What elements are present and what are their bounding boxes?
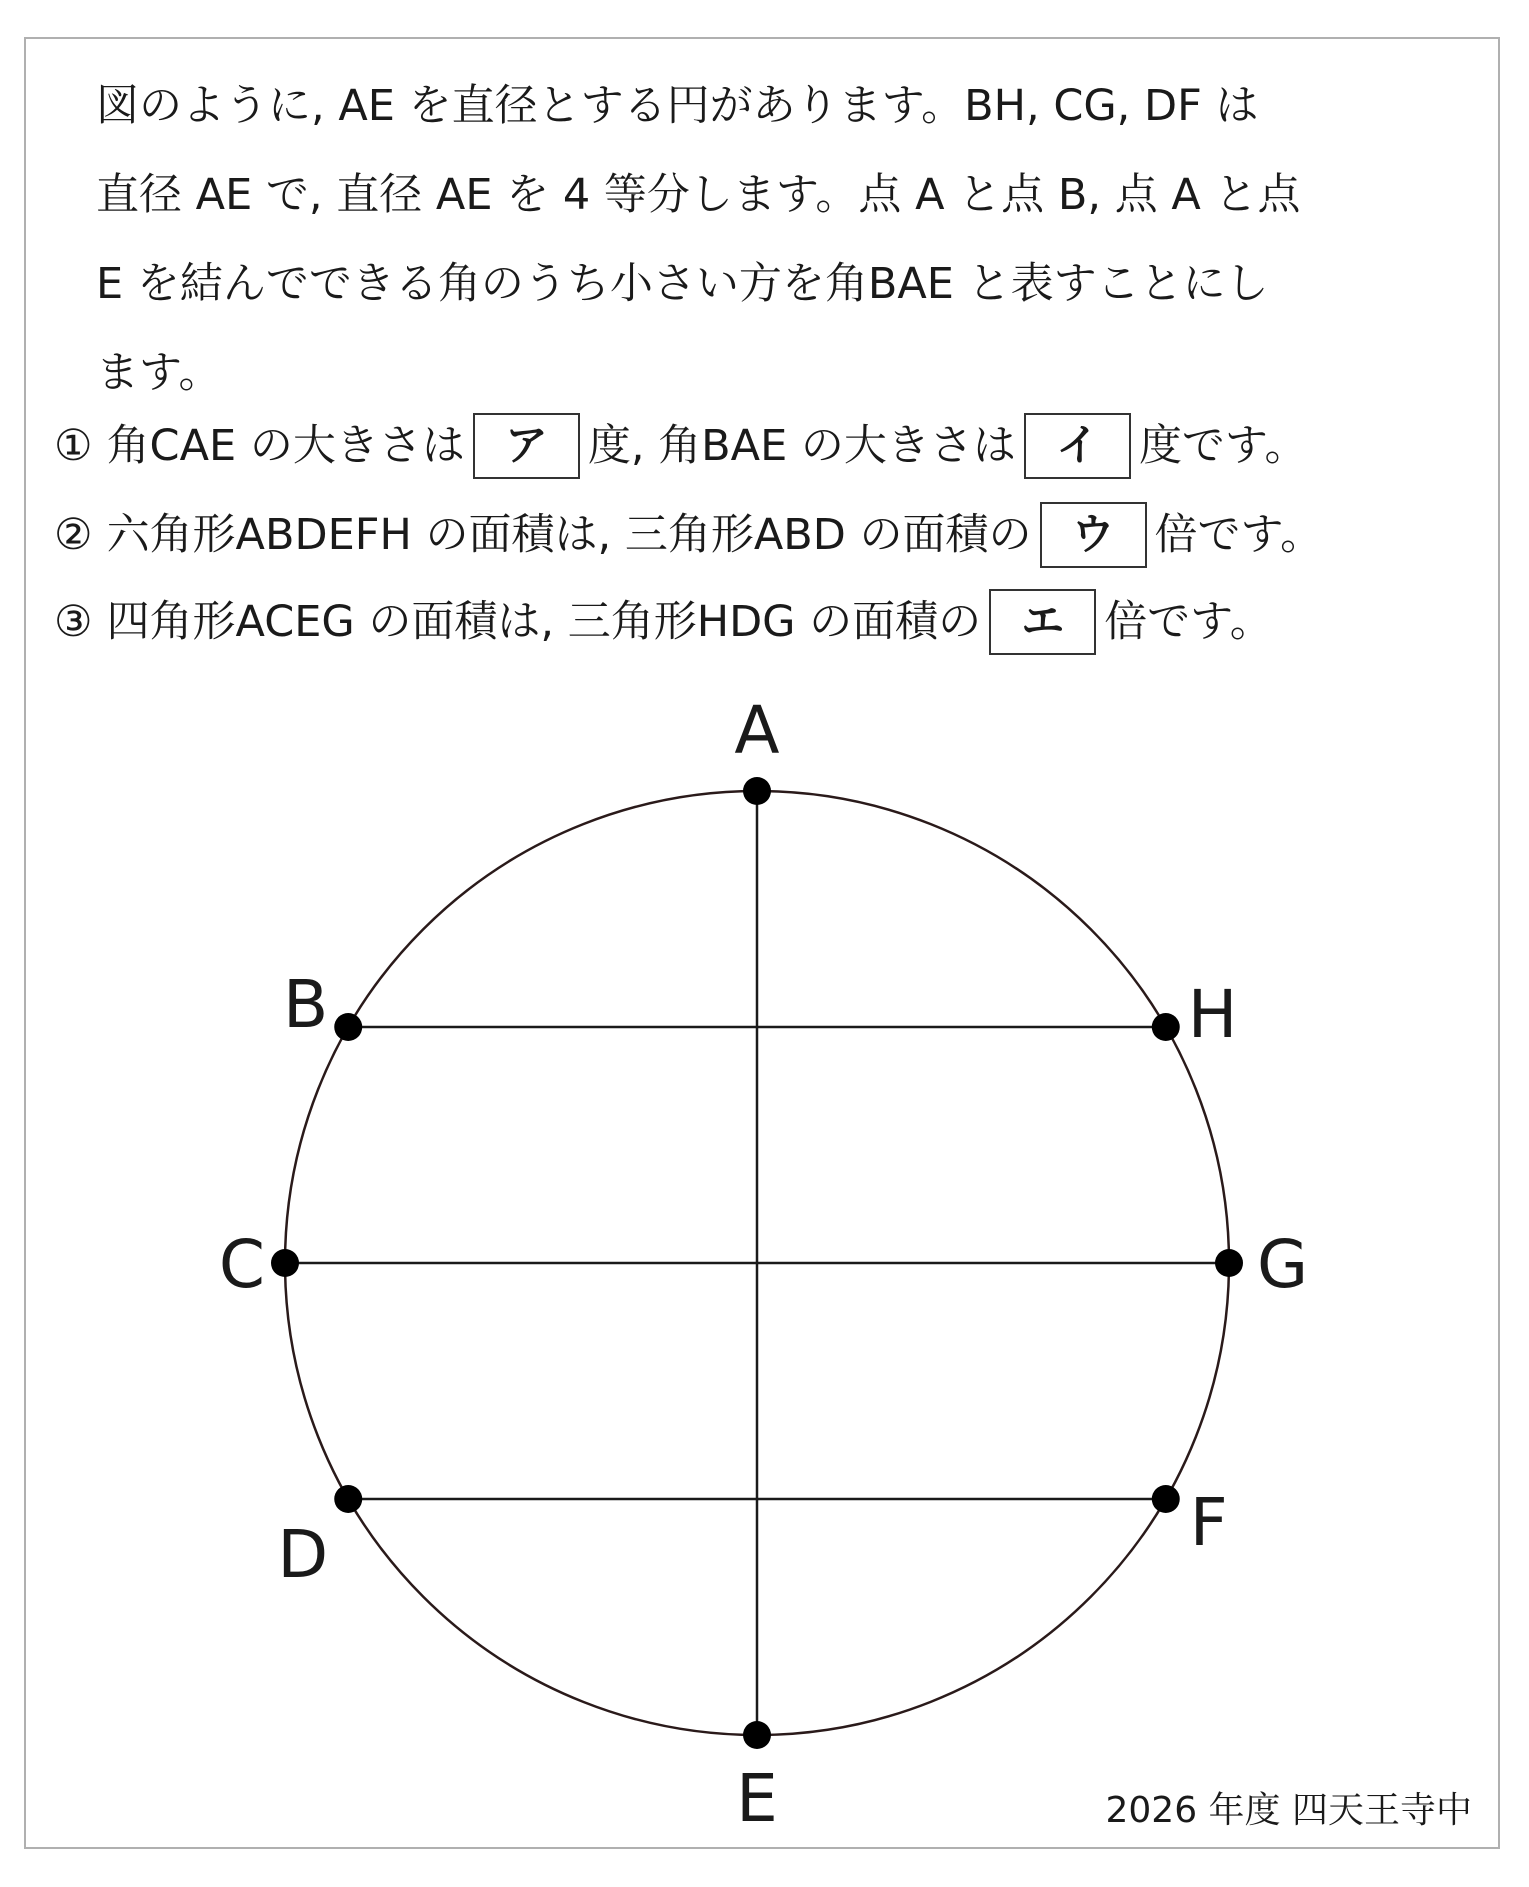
point-label-g: G [1257,1226,1309,1303]
point-label-a: A [734,692,780,769]
answer-blank-i[interactable]: イ [1024,413,1131,479]
point-h [1152,1013,1180,1041]
point-g [1215,1249,1243,1277]
question-number: ② [54,510,93,560]
point-f [1152,1485,1180,1513]
answer-blank-e[interactable]: エ [989,589,1096,655]
question-text: 度です。 [1138,421,1308,471]
question-number: ③ [54,597,93,647]
point-labels [219,692,1308,1837]
point-label-h: H [1187,976,1238,1053]
point-label-c: C [218,1226,265,1303]
question-text: 角CAE の大きさは [106,421,465,471]
statement-line: 直径 AE で, 直径 AE を 4 等分します。点 A と点 B, 点 A と点 [96,170,1301,220]
point-a [743,777,771,805]
question-text: 度, 角BAE の大きさは [587,421,1016,471]
question-number: ① [54,421,93,471]
question-text: 倍です。 [1104,597,1273,647]
point-b [334,1013,362,1041]
point-e [743,1721,771,1749]
statement-line: E を結んでできる角のうち小さい方を角BAE と表すことにし [96,259,1269,309]
answer-blank-a[interactable]: ア [473,413,580,479]
answer-blank-u[interactable]: ウ [1040,502,1147,568]
point-label-b: B [282,966,329,1043]
source-credit: 2026 年度 四天王寺中 [1105,1790,1472,1831]
statement-line: ます。 [96,348,222,398]
point-d [334,1485,362,1513]
statement-line: 図のように, AE を直径とする円があります。BH, CG, DF は [96,81,1259,131]
question-text: 六角形ABDEFH の面積は, 三角形ABD の面積の [106,510,1032,560]
question-text: 四角形ACEG の面積は, 三角形HDG の面積の [106,597,982,647]
point-label-f: F [1189,1484,1228,1561]
chords [282,791,1229,1735]
point-c [271,1249,299,1277]
question-text: 倍です。 [1154,510,1324,560]
point-label-e: E [736,1760,778,1837]
point-label-d: D [277,1516,329,1593]
